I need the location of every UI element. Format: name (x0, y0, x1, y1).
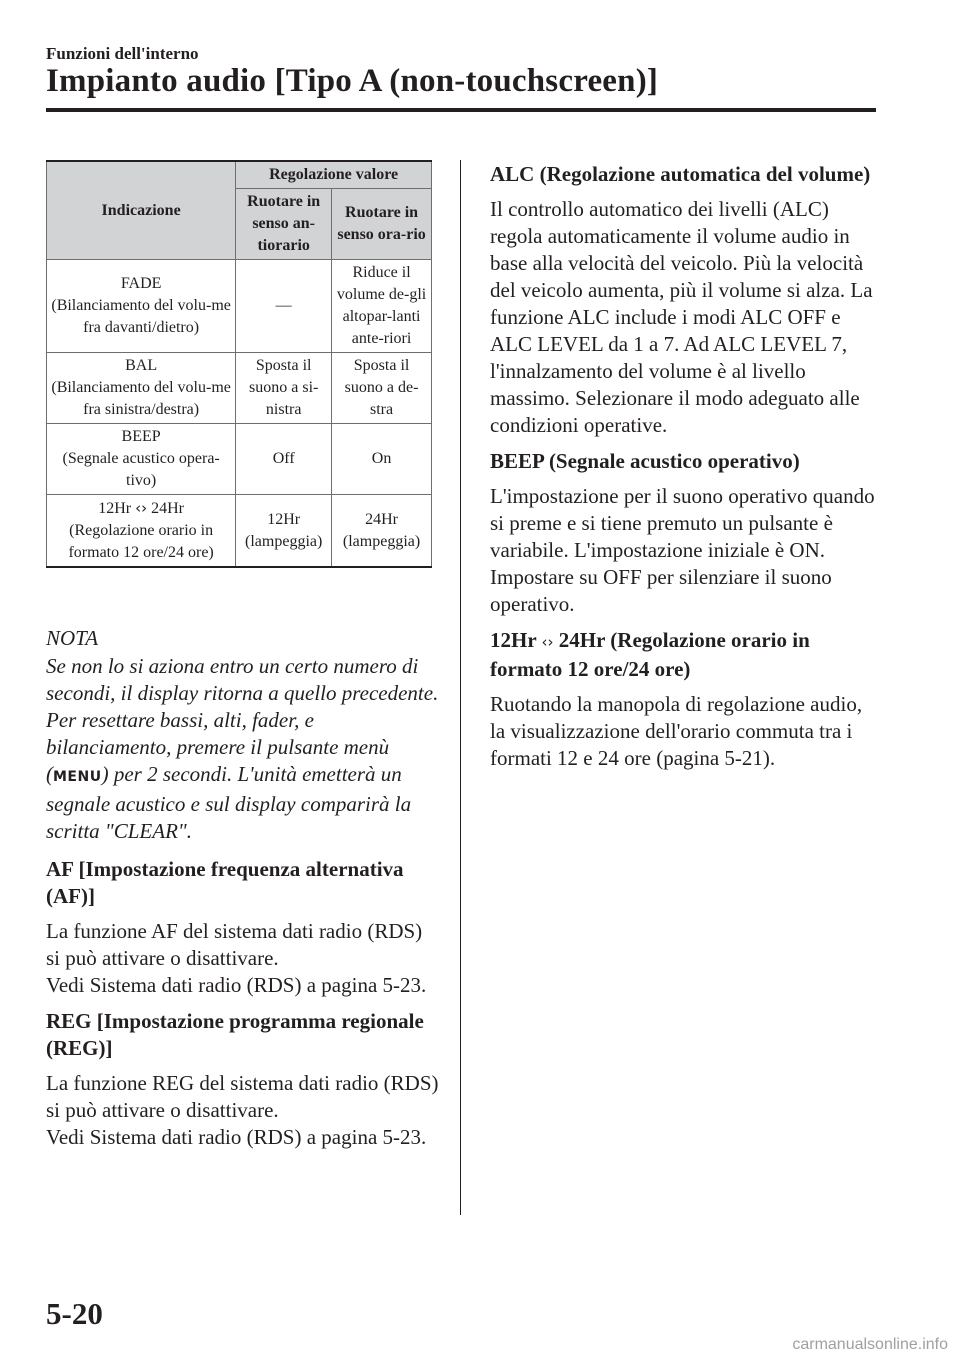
chevron-left-icon: ‹ (541, 633, 548, 651)
row-indicazione (47, 260, 236, 353)
header-indicazione: Indicazione (47, 161, 236, 260)
row-name: BAL (125, 357, 158, 374)
row-indicazione (47, 424, 236, 495)
row-ora: 24Hr (lampeggia) (332, 495, 432, 568)
watermark: carmanualsonline.info (792, 1336, 948, 1353)
chevron-right-icon: › (547, 633, 554, 651)
row-desc: (Regolazione orario in formato 12 ore/24 ore) (68, 522, 214, 561)
reg-text: La funzione REG del sistema dati radio (RDS) si può attivare o disattivare. Vedi Sistema dati radio (RDS) a pagina 5-23. (46, 1071, 439, 1149)
row-anti: ― (236, 260, 332, 353)
row-name: 12Hr ‹› 24Hr (98, 499, 184, 517)
column-separator (460, 160, 461, 1215)
row-name: BEEP (121, 428, 161, 445)
row-desc: (Bilanciamento del volu-me fra sinistra/destra) (51, 379, 231, 418)
section-label: Funzioni dell'interno (46, 44, 199, 63)
row-ora: Sposta il suono a de-stra (332, 353, 432, 424)
chevron-left-icon: ‹ (135, 499, 142, 517)
hr-text: Ruotando la manopola di regolazione audio, la visualizzazione dell'orario commuta tra i formati 12 e 24 ore (pagina 5-21). (490, 692, 863, 770)
table-header-row (47, 161, 432, 189)
header-regolazione: Regolazione valore (236, 161, 432, 189)
table-row (47, 353, 432, 424)
settings-table (46, 160, 432, 568)
header-ora: Ruotare in senso ora-rio (332, 189, 432, 260)
alc-text: Il controllo automatico dei livelli (ALC) regola automaticamente il volume audio in base alla velocità del veicolo. Più la velocità del veicolo aumenta, più il volume si alza. La funzione ALC include i modi ALC OFF e ALC LEVEL da 1 a 7. Ad ALC LEVEL 7, l'innalzamento del volume è al livello massimo. Selezionare il modo adeguato alle condizioni operative. (490, 197, 873, 437)
title-rule (46, 108, 876, 112)
menu-icon: MENU (53, 769, 102, 785)
row-ora: Riduce il volume de-gli altopar-lanti ante-riori (332, 260, 432, 353)
page-title: Impianto audio [Tipo A (non-touchscreen)] (46, 63, 659, 99)
af-text: La funzione AF del sistema dati radio (RDS) si può attivare o disattivare. Vedi Sistema dati radio (RDS) a pagina 5-23. (46, 919, 427, 997)
table-row (47, 424, 432, 495)
row-desc: (Bilanciamento del volu-me fra davanti/dietro) (51, 297, 231, 336)
left-column (46, 625, 441, 1160)
page-number: 5-20 (46, 1296, 103, 1331)
header-anti: Ruotare in senso an-tiorario (236, 189, 332, 260)
row-desc: (Segnale acustico opera-tivo) (62, 450, 220, 489)
beep-text: L'impostazione per il suono operativo quando si preme e si tiene premuto un pulsante è variabile. L'impostazione iniziale è ON. Impostare su OFF per silenziare il suono operativo. (490, 484, 875, 616)
nota-text: Se non lo si aziona entro un certo numero di secondi, il display ritorna a quello precedente. Per resettare bassi, alti, fader, e bilanciamento, premere il pulsante menù (MENU) per 2 secondi. L'unità emetterà un segnale acustico e sul display comparirà la scritta "CLEAR". (46, 654, 439, 843)
hr-heading: 12Hr ‹› 24Hr (Regolazione orario in formato 12 ore/24 ore) (490, 628, 810, 681)
table-row (47, 495, 432, 568)
nota-heading: NOTA (46, 626, 99, 650)
chevron-right-icon: › (141, 499, 148, 517)
beep-heading: BEEP (Segnale acustico operativo) (490, 449, 800, 473)
reg-heading: REG [Impostazione programma regionale (REG)] (46, 1009, 424, 1060)
row-ora: On (332, 424, 432, 495)
table-row (47, 260, 432, 353)
row-anti: 12Hr (lampeggia) (236, 495, 332, 568)
alc-heading: ALC (Regolazione automatica del volume) (490, 162, 871, 186)
right-column (490, 161, 878, 781)
af-heading: AF [Impostazione frequenza alternativa (AF)] (46, 857, 404, 908)
row-indicazione (47, 353, 236, 424)
row-anti: Off (236, 424, 332, 495)
row-name: FADE (120, 275, 162, 292)
row-anti: Sposta il suono a si-nistra (236, 353, 332, 424)
row-indicazione (47, 495, 236, 568)
